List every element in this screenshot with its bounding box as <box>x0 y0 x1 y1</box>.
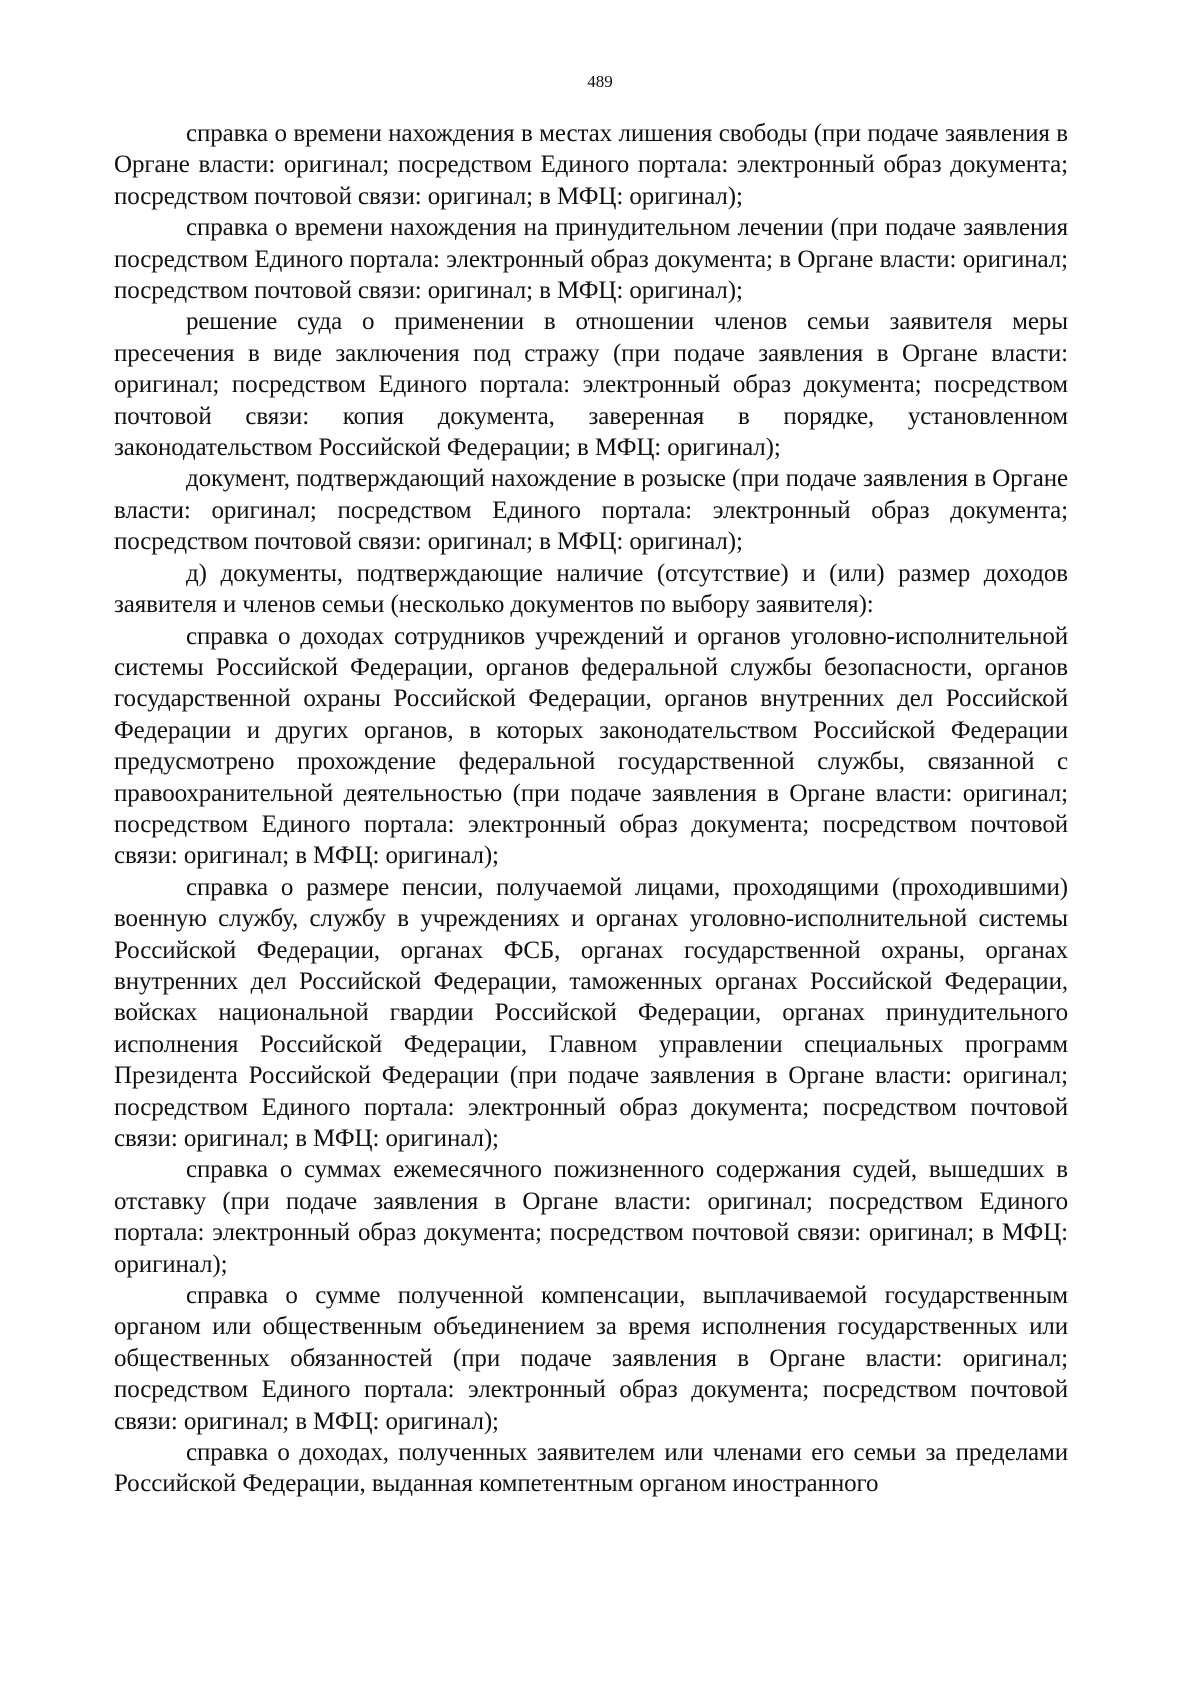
paragraph-1: справка о времени нахождения в местах лишения свободы (при подаче заявления в Органе власти: оригинал; посредством Единого портала: электронный образ документа; посредством почтовой связи: оригинал; в МФЦ: оригинал); <box>114 120 1068 210</box>
page-number: 489 <box>587 72 613 91</box>
paragraph-7: справка о размере пенсии, получаемой лицами, проходящими (проходившими) военную службу, службу в учреждениях и органах уголовно-исполнительной системы Российской Федерации, органах ФСБ, органах государственной охраны, органах внутренних дел Российской Федерации, таможенных органах Российской Федерации, войсках национальной гвардии Российской Федерации, органах принудительного исполнения Российской Федерации, Главном управлении специальных программ Президента Российской Федерации (при подаче заявления в Органе власти: оригинал; посредством Единого портала: электронный образ документа; посредством почтовой связи: оригинал; в МФЦ: оригинал); <box>114 873 1068 1152</box>
paragraph-6: справка о доходах сотрудников учреждений и органов уголовно-исполнительной системы Российской Федерации, органов федеральной службы безопасности, органов государственной охраны Российской Федерации, органов внутренних дел Российской Федерации и других органов, в которых законодательством Российской Федерации предусмотрено прохождение федеральной государственной службы, связанной с правоохранительной деятельностью (при подаче заявления в Органе власти: оригинал; посредством Единого портала: электронный образ документа; посредством почтовой связи: оригинал; в МФЦ: оригинал); <box>114 622 1068 870</box>
paragraph-8: справка о суммах ежемесячного пожизненного содержания судей, вышедших в отставку (при подаче заявления в Органе власти: оригинал; посредством Единого портала: электронный образ документа; посредством почтовой связи: оригинал; в МФЦ: оригинал); <box>114 1156 1068 1278</box>
paragraph-10: справка о доходах, полученных заявителем или членами его семьи за пределами Российской Федерации, выданная компетентным органом иностранного <box>114 1439 1068 1498</box>
paragraph-3: решение суда о применении в отношении членов семьи заявителя меры пресечения в виде заключения под стражу (при подаче заявления в Органе власти: оригинал; посредством Единого портала: электронный образ документа; посредством почтовой связи: копия документа, заверенная в порядке, установленном законодательством Российской Федерации; в МФЦ: оригинал); <box>114 308 1068 462</box>
paragraph-4: документ, подтверждающий нахождение в розыске (при подаче заявления в Органе власти: оригинал; посредством Единого портала: электронный образ документа; посредством почтовой связи: оригинал; в МФЦ: оригинал); <box>114 465 1068 556</box>
paragraph-5: д) документы, подтверждающие наличие (отсутствие) и (или) размер доходов заявителя и членов семьи (несколько документов по выбору заявителя): <box>114 559 1068 619</box>
paragraph-9: справка о сумме полученной компенсации, выплачиваемой государственным органом или общественным объединением за время исполнения государственных или общественных обязанностей (при подаче заявления в Органе власти: оригинал; посредством Единого портала: электронный образ документа; посредством почтовой связи: оригинал; в МФЦ: оригинал); <box>114 1282 1068 1435</box>
document-body <box>114 118 1068 1500</box>
paragraph-2: справка о времени нахождения на принудительном лечении (при подаче заявления посредством Единого портала: электронный образ документа; в Органе власти: оригинал; посредством почтовой связи: оригинал; в МФЦ: оригинал); <box>114 214 1068 305</box>
